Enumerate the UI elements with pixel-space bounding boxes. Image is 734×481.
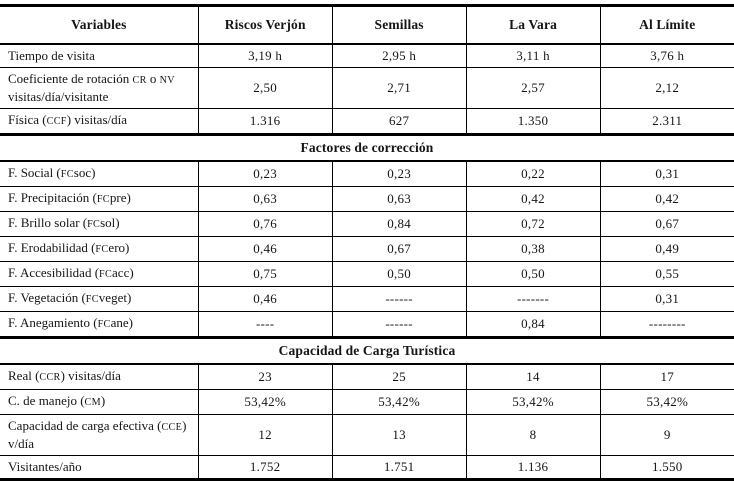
column-header-riscos-verjon: Riscos Verjón: [198, 6, 332, 45]
cell-value: 0,63: [332, 187, 466, 212]
cell-value: 0,76: [198, 212, 332, 237]
cell-value: 0,31: [600, 161, 734, 187]
cell-value: 2.311: [600, 109, 734, 135]
small-caps-abbreviation: FC: [87, 219, 101, 230]
cell-value: 0,75: [198, 262, 332, 287]
row-label: Tiempo de visita: [0, 44, 198, 68]
table-row: [0, 237, 734, 262]
cell-value: 1.350: [466, 109, 600, 135]
cell-value: 2,50: [198, 68, 332, 109]
cell-value: 1.752: [198, 456, 332, 480]
cell-value: 0,67: [600, 212, 734, 237]
table-row: [0, 187, 734, 212]
column-header-variables: Variables: [0, 6, 198, 45]
small-caps-abbreviation: FC: [60, 169, 74, 180]
column-header-al-limite: Al Límite: [600, 6, 734, 45]
cell-value: 0,84: [332, 212, 466, 237]
cell-value: --------: [600, 312, 734, 338]
cell-value: 3,76 h: [600, 44, 734, 68]
small-caps-abbreviation: CR: [132, 75, 147, 86]
cell-value: 0,46: [198, 287, 332, 312]
cell-value: 627: [332, 109, 466, 135]
cell-value: -------: [466, 287, 600, 312]
cell-value: ------: [332, 287, 466, 312]
section-header-row: [0, 135, 734, 162]
cell-value: 2,12: [600, 68, 734, 109]
table-row: [0, 109, 734, 135]
cell-value: 0,67: [332, 237, 466, 262]
table-row: [0, 456, 734, 480]
column-header-semillas: Semillas: [332, 6, 466, 45]
small-caps-abbreviation: NV: [159, 75, 175, 86]
table-row: [0, 212, 734, 237]
row-label: F. Accesibilidad (FCacc): [0, 262, 198, 287]
cell-value: 0,42: [466, 187, 600, 212]
cell-value: 0,72: [466, 212, 600, 237]
table-row: [0, 287, 734, 312]
table-row: [0, 44, 734, 68]
row-label: Visitantes/año: [0, 456, 198, 480]
row-label: Coeficiente de rotación CR o NV visitas/día/visitante: [0, 68, 198, 109]
cell-value: 53,42%: [466, 390, 600, 415]
row-label: F. Precipitación (FCpre): [0, 187, 198, 212]
column-header-la-vara: La Vara: [466, 6, 600, 45]
cell-value: 3,11 h: [466, 44, 600, 68]
cell-value: 0,49: [600, 237, 734, 262]
table-row: [0, 390, 734, 415]
table-row: [0, 161, 734, 187]
small-caps-abbreviation: CCR: [39, 372, 61, 383]
cell-value: 2,95 h: [332, 44, 466, 68]
cell-value: 1.136: [466, 456, 600, 480]
cell-value: 3,19 h: [198, 44, 332, 68]
cell-value: 0,55: [600, 262, 734, 287]
cell-value: 0,63: [198, 187, 332, 212]
cell-value: 0,23: [332, 161, 466, 187]
cell-value: 0,42: [600, 187, 734, 212]
cell-value: ----: [198, 312, 332, 338]
table-row: [0, 68, 734, 109]
row-label: Real (CCR) visitas/día: [0, 364, 198, 390]
section-title: Capacidad de Carga Turística: [0, 338, 734, 365]
cell-value: 25: [332, 364, 466, 390]
section-header-row: [0, 338, 734, 365]
carrying-capacity-table: [0, 4, 734, 481]
cell-value: 0,46: [198, 237, 332, 262]
row-label: Física (CCF) visitas/día: [0, 109, 198, 135]
cell-value: 0,22: [466, 161, 600, 187]
cell-value: 2,57: [466, 68, 600, 109]
row-label: F. Vegetación (FCveget): [0, 287, 198, 312]
small-caps-abbreviation: CM: [84, 397, 101, 408]
cell-value: 8: [466, 415, 600, 456]
cell-value: 2,71: [332, 68, 466, 109]
small-caps-abbreviation: CCE: [161, 422, 183, 433]
table-body: [0, 44, 734, 480]
cell-value: 17: [600, 364, 734, 390]
small-caps-abbreviation: FC: [97, 319, 111, 330]
cell-value: 53,42%: [332, 390, 466, 415]
cell-value: 53,42%: [198, 390, 332, 415]
table-header: [0, 6, 734, 45]
cell-value: 0,50: [466, 262, 600, 287]
small-caps-abbreviation: FC: [95, 244, 109, 255]
table-row: [0, 262, 734, 287]
table-row: [0, 312, 734, 338]
cell-value: 1.550: [600, 456, 734, 480]
cell-value: 0,50: [332, 262, 466, 287]
table-row: [0, 415, 734, 456]
row-label: F. Anegamiento (FCane): [0, 312, 198, 338]
cell-value: 0,84: [466, 312, 600, 338]
cell-value: 0,31: [600, 287, 734, 312]
header-row: [0, 6, 734, 45]
cell-value: 9: [600, 415, 734, 456]
row-label: Capacidad de carga efectiva (CCE) v/día: [0, 415, 198, 456]
row-label: C. de manejo (CM): [0, 390, 198, 415]
cell-value: 14: [466, 364, 600, 390]
row-label: F. Erodabilidad (FCero): [0, 237, 198, 262]
section-title: Factores de corrección: [0, 135, 734, 162]
cell-value: 13: [332, 415, 466, 456]
cell-value: 1.316: [198, 109, 332, 135]
cell-value: 1.751: [332, 456, 466, 480]
cell-value: 0,23: [198, 161, 332, 187]
cell-value: 12: [198, 415, 332, 456]
small-caps-abbreviation: FC: [96, 194, 110, 205]
cell-value: ------: [332, 312, 466, 338]
table-row: [0, 364, 734, 390]
cell-value: 23: [198, 364, 332, 390]
cell-value: 53,42%: [600, 390, 734, 415]
row-label: F. Social (FCsoc): [0, 161, 198, 187]
small-caps-abbreviation: FC: [99, 269, 113, 280]
small-caps-abbreviation: FC: [85, 294, 99, 305]
row-label: F. Brillo solar (FCsol): [0, 212, 198, 237]
small-caps-abbreviation: CCF: [46, 116, 67, 127]
cell-value: 0,38: [466, 237, 600, 262]
